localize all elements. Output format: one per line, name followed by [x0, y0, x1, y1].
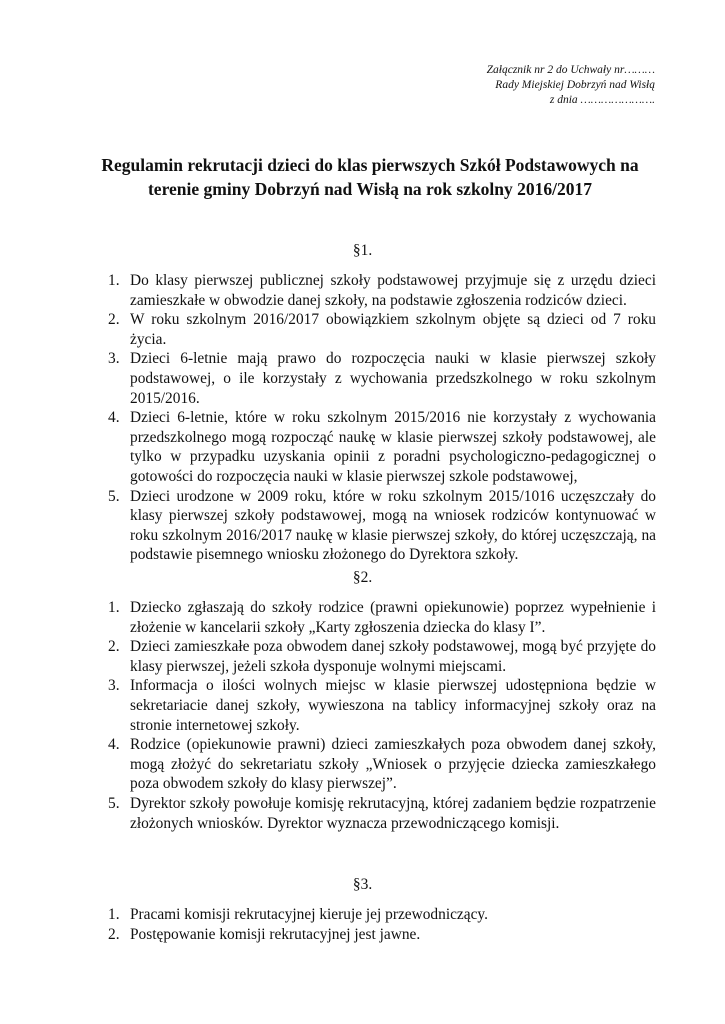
list-item: [96, 271, 656, 310]
item-number: 4.: [108, 409, 120, 427]
annex-line-3: z dnia ………………….: [549, 94, 655, 106]
annex-line-1: Załącznik nr 2 do Uchwały nr………: [486, 64, 655, 76]
title-line-1: Regulamin rekrutacji dzieci do klas pierwszych Szkół Podstawowych na: [101, 155, 639, 175]
item-text: Dyrektor szkoły powołuje komisję rekrutacyjną, której zadaniem będzie rozpatrzenie złożonych wniosków. Dyrektor wyznacza przewodniczącego komisji.: [130, 794, 656, 832]
section-2-list: [96, 598, 656, 833]
item-number: 2.: [108, 638, 120, 656]
list-item: [96, 310, 656, 349]
item-text: Dziecko zgłaszają do szkoły rodzice (prawni opiekunowie) poprzez wypełnienie i złożenie w kancelarii szkoły „Karty zgłoszenia dziecka do klasy I”.: [130, 599, 656, 636]
item-text: Dzieci urodzone w 2009 roku, które w roku szkolnym 2015/1016 uczęszczały do klasy pierwszej szkoły podstawowej, mogą na wniosek rodziców kontynuować w roku szkolnym 2016/2017 naukę w klasie pierwszej szkoły, do której uczęszczają, na podstawie pisemnego wniosku złożonego do Dyrektora szkoły.: [130, 487, 656, 564]
item-text: Pracami komisji rekrutacyjnej kieruje jej przewodniczący.: [130, 906, 488, 923]
list-item: [96, 349, 656, 408]
item-number: 2.: [108, 925, 120, 943]
item-text: Do klasy pierwszej publicznej szkoły podstawowej przyjmuje się z urzędu dzieci zamieszkałe w obwodzie danej szkoły, na podstawie zgłoszenia rodziców dzieci.: [130, 272, 656, 309]
item-text: Postępowanie komisji rekrutacyjnej jest jawne.: [130, 925, 421, 943]
section-1-list: [96, 271, 656, 565]
list-item: [96, 905, 656, 925]
item-number: 1.: [108, 599, 120, 616]
annex-note: [487, 63, 655, 108]
item-text: Dzieci zamieszkałe poza obwodem danej szkoły podstawowej, mogą być przyjęte do klasy pierwszej, jeżeli szkoła dysponuje wolnymi miejscami.: [130, 638, 656, 675]
item-number: 5.: [108, 794, 120, 812]
list-item: [96, 676, 656, 735]
list-item: [96, 637, 656, 676]
list-item: [96, 408, 656, 486]
list-item: [96, 735, 656, 794]
item-number: 3.: [108, 350, 120, 368]
item-text: Rodzice (opiekunowie prawni) dzieci zamieszkałych poza obwodem danej szkoły, mogą złożyć do sekretariatu szkoły „Wniosek o przyjęcie dziecka zamieszkałego poza obwodem szkoły do klasy pierwszej”.: [130, 736, 656, 793]
item-number: 2.: [108, 311, 120, 329]
item-number: 3.: [108, 677, 120, 695]
item-number: 1.: [108, 272, 120, 289]
item-text: Dzieci 6-letnie mają prawo do rozpoczęcia nauki w klasie pierwszej szkoły podstawowej, o ile korzystały z wychowania przedszkolnego w roku szkolnym 2015/2016.: [130, 350, 656, 407]
item-number: 4.: [108, 736, 120, 754]
annex-line-2: Rady Miejskiej Dobrzyń nad Wisłą: [495, 79, 655, 91]
section-3-heading: §3.: [352, 876, 373, 893]
title-line-2: terenie gminy Dobrzyń nad Wisłą na rok szkolny 2016/2017: [147, 179, 593, 199]
list-item: [96, 487, 656, 565]
item-number: 1.: [108, 906, 120, 923]
list-item: [96, 925, 656, 945]
item-text: Dzieci 6-letnie, które w roku szkolnym 2015/2016 nie korzystały z wychowania przedszkolnego mogą rozpocząć naukę w klasie pierwszej szkoły podstawowej, ale tylko w przypadku uzyskania opinii z poradni psychologiczno-pedagogicznej o gotowości do rozpoczęcia nauki w klasie pierwszej szkole podstawowej,: [130, 409, 656, 485]
list-item: [96, 794, 656, 833]
section-2-heading: §2.: [352, 569, 373, 586]
item-text: W roku szkolnym 2016/2017 obowiązkiem szkolnym objęte są dzieci od 7 roku życia.: [130, 311, 656, 348]
section-1-heading: §1.: [352, 242, 373, 259]
item-number: 5.: [108, 487, 120, 505]
item-text: Informacja o ilości wolnych miejsc w klasie pierwszej udostępniona będzie w sekretariacie danej szkoły, wywieszona na tablicy informacyjnej szkoły oraz na stronie internetowej szkoły.: [130, 677, 656, 734]
document-title: [80, 153, 660, 201]
section-3-list: [96, 905, 656, 944]
list-item: [96, 598, 656, 637]
